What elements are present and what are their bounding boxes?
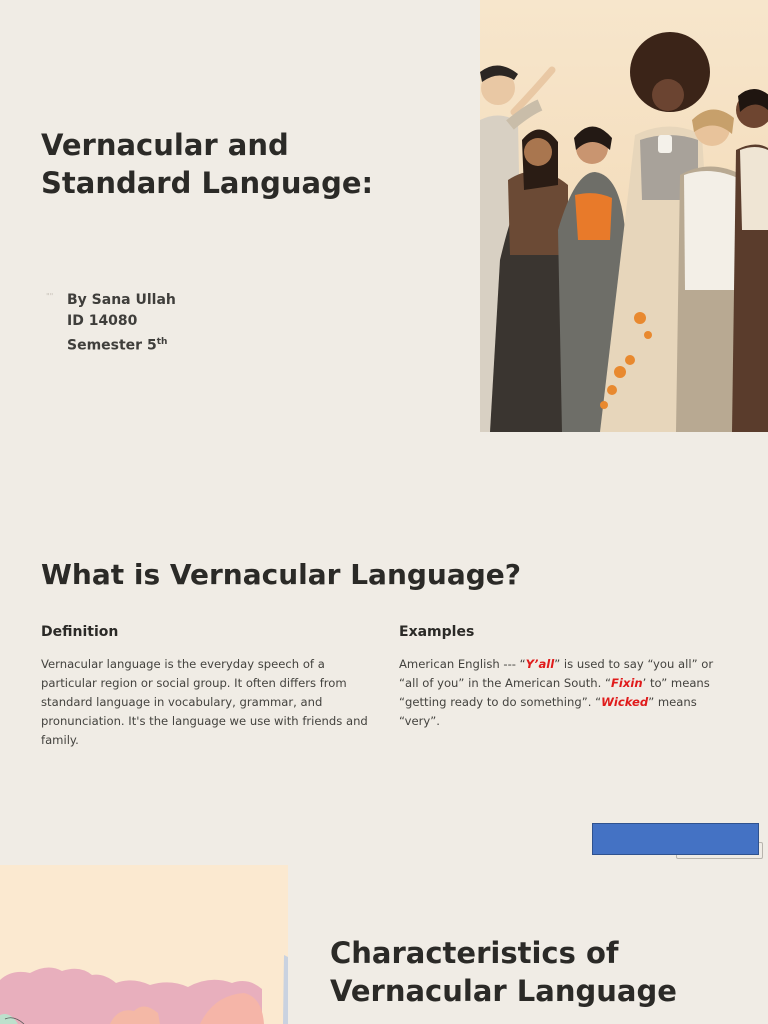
slide3-title-line2: Vernacular Language (330, 974, 677, 1008)
slide1-title-line2: Standard Language: (41, 166, 374, 200)
map-illustration (0, 865, 288, 1024)
blue-rectangle-shape[interactable] (592, 823, 759, 855)
examples-heading: Examples (399, 624, 475, 640)
definition-heading: Definition (41, 624, 119, 640)
author-id: ID 14080 (67, 313, 138, 329)
people-conversation-illustration (480, 0, 768, 432)
slide3-title (330, 934, 750, 1010)
slide2-title: What is Vernacular Language? (41, 558, 522, 591)
author-name: By Sana Ullah (67, 292, 176, 308)
slide1-title (41, 126, 461, 202)
slide1-title-line1: Vernacular and (41, 128, 289, 162)
examples-text: American English --- “Y’all” is used to say “you all” or “all of you” in the American South. “Fixin’ to” means “getting ready to do something”. “Wicked” means “very”. (399, 657, 714, 728)
author-marker-icon: "" (46, 292, 54, 301)
example-word-wicked: Wicked (601, 695, 649, 709)
example-word-fixin: Fixin (611, 676, 643, 690)
definition-text: Vernacular language is the everyday speech of a particular region or social group. It often differs from standard language in vocabulary, grammar, and pronunciation. It's the language we use with friends and family. (41, 657, 368, 747)
example-word-yall: Y’all (525, 657, 555, 671)
author-semester: Semester 5th (67, 337, 168, 354)
slide3-title-line1: Characteristics of (330, 936, 619, 970)
